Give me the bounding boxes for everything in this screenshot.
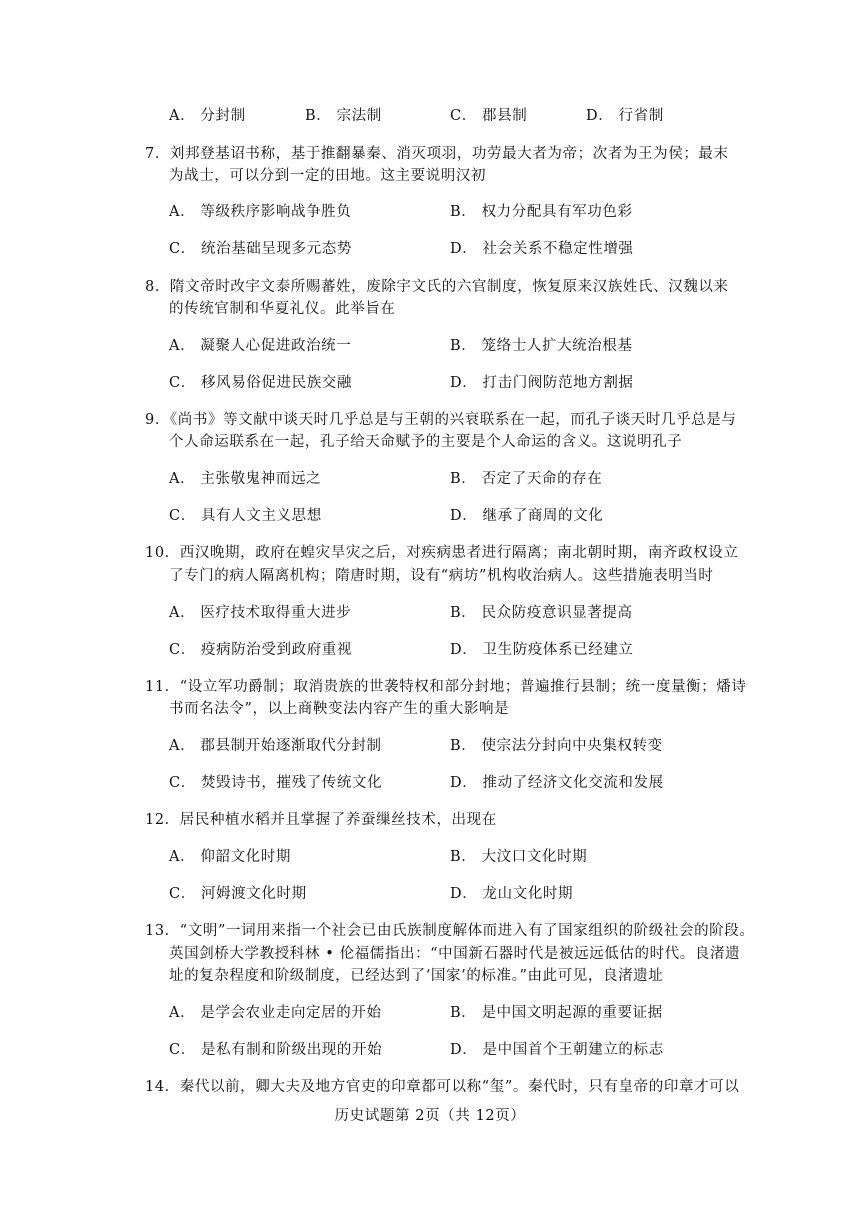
q12-option-d: D． 龙山文化时期 <box>450 886 574 902</box>
q8-option-b: B． 笼络士人扩大统治根基 <box>450 338 633 354</box>
q7-option-d: D． 社会关系不稳定性增强 <box>450 241 634 257</box>
page-footer: 历史试题第 2页（共 12页） <box>334 1108 526 1124</box>
q11-option-a: A． 郡县制开始逐渐取代分封制 <box>169 738 382 754</box>
q7-option-a: A． 等级秩序影响战争胜负 <box>169 204 352 220</box>
q8-stem-line1: 8．隋文帝时改宇文泰所赐蕃姓，废除宇文氏的六官制度，恢复原来汉族姓氏、汉魏以来 <box>145 279 729 295</box>
q7-option-b: B． 权力分配具有军功色彩 <box>450 204 633 220</box>
q13-stem-line3: 址的复杂程度和阶级制度，已经达到了‘国家’的标准。”由此可见，良渚遗址 <box>169 968 664 984</box>
q11-stem-line1: 11．“设立军功爵制；取消贵族的世袭特权和部分封地；普遍推行县制；统一度量衡；燔诗 <box>145 679 747 695</box>
q12-option-a: A． 仰韶文化时期 <box>169 849 291 865</box>
q7-stem-line1: 7．刘邦登基诏书称，基于推翻暴秦、消灭项羽，功劳最大者为帝；次者为王为侯；最末 <box>145 146 729 162</box>
q11-option-b: B． 使宗法分封向中央集权转变 <box>450 738 663 754</box>
q13-option-d: D． 是中国首个王朝建立的标志 <box>450 1042 664 1058</box>
q13-option-c: C． 是私有制和阶级出现的开始 <box>169 1042 383 1058</box>
q6-option-c: C． 郡县制 <box>450 108 528 124</box>
q9-option-b: B． 否定了天命的存在 <box>450 471 603 487</box>
q12-option-c: C． 河姆渡文化时期 <box>169 886 307 902</box>
q8-stem-line2: 的传统官制和华夏礼仪。此举旨在 <box>169 301 396 317</box>
q13-stem-line2: 英国剑桥大学教授科林 • 伦福儒指出：“中国新石器时代是被远远低估的时代。良渚遗 <box>169 946 741 962</box>
q10-option-b: B． 民众防疫意识显著提高 <box>450 605 633 621</box>
q9-option-d: D． 继承了商周的文化 <box>450 508 604 524</box>
q10-stem-line2: 了专门的病人隔离机构；隋唐时期，设有“病坊”机构收治病人。这些措施表明当时 <box>169 568 714 584</box>
q7-option-c: C． 统治基础呈现多元态势 <box>169 241 353 257</box>
q11-option-c: C． 焚毁诗书，摧残了传统文化 <box>169 775 383 791</box>
q12-option-b: B． 大汶口文化时期 <box>450 849 588 865</box>
q10-option-c: C． 疫病防治受到政府重视 <box>169 642 353 658</box>
q9-stem-line1: 9．《尚书》等文献中谈天时几乎总是与王朝的兴衰联系在一起，而孔子谈天时几乎总是与 <box>145 412 737 428</box>
q10-option-d: D． 卫生防疫体系已经建立 <box>450 642 634 658</box>
q11-option-d: D． 推动了经济文化交流和发展 <box>450 775 664 791</box>
q9-stem-line2: 个人命运联系在一起，孔子给天命赋予的主要是个人命运的含义。这说明孔子 <box>169 434 683 450</box>
q6-option-a: A． 分封制 <box>169 108 246 124</box>
q14-stem-line1: 14．秦代以前，卿大夫及地方官吏的印章都可以称“玺”。秦代时，只有皇帝的印章才可以 <box>145 1079 740 1095</box>
q9-option-a: A． 主张敬鬼神而远之 <box>169 471 322 487</box>
q6-option-b: B． 宗法制 <box>305 108 382 124</box>
q13-option-a: A． 是学会农业走向定居的开始 <box>169 1005 382 1021</box>
q6-option-d: D． 行省制 <box>586 108 664 124</box>
q7-stem-line2: 为战士，可以分到一定的田地。这主要说明汉初 <box>169 168 487 184</box>
q13-option-b: B． 是中国文明起源的重要证据 <box>450 1005 663 1021</box>
q10-option-a: A． 医疗技术取得重大进步 <box>169 605 352 621</box>
q11-stem-line2: 书而名法令”，以上商鞅变法内容产生的重大影响是 <box>169 701 510 717</box>
q9-option-c: C． 具有人文主义思想 <box>169 508 322 524</box>
q8-option-c: C． 移风易俗促进民族交融 <box>169 375 353 391</box>
q10-stem-line1: 10．西汉晚期，政府在蝗灾旱灾之后，对疾病患者进行隔离；南北朝时期，南齐政权设立 <box>145 545 739 561</box>
q12-stem-line1: 12．居民种植水稻并且掌握了养蚕缫丝技术，出现在 <box>145 812 497 828</box>
q8-option-d: D． 打击门阀防范地方割据 <box>450 375 634 391</box>
q8-option-a: A． 凝聚人心促进政治统一 <box>169 338 352 354</box>
q13-stem-line1: 13．“文明”一词用来指一个社会已由氏族制度解体而进入有了国家组织的阶级社会的阶段。 <box>145 923 755 939</box>
